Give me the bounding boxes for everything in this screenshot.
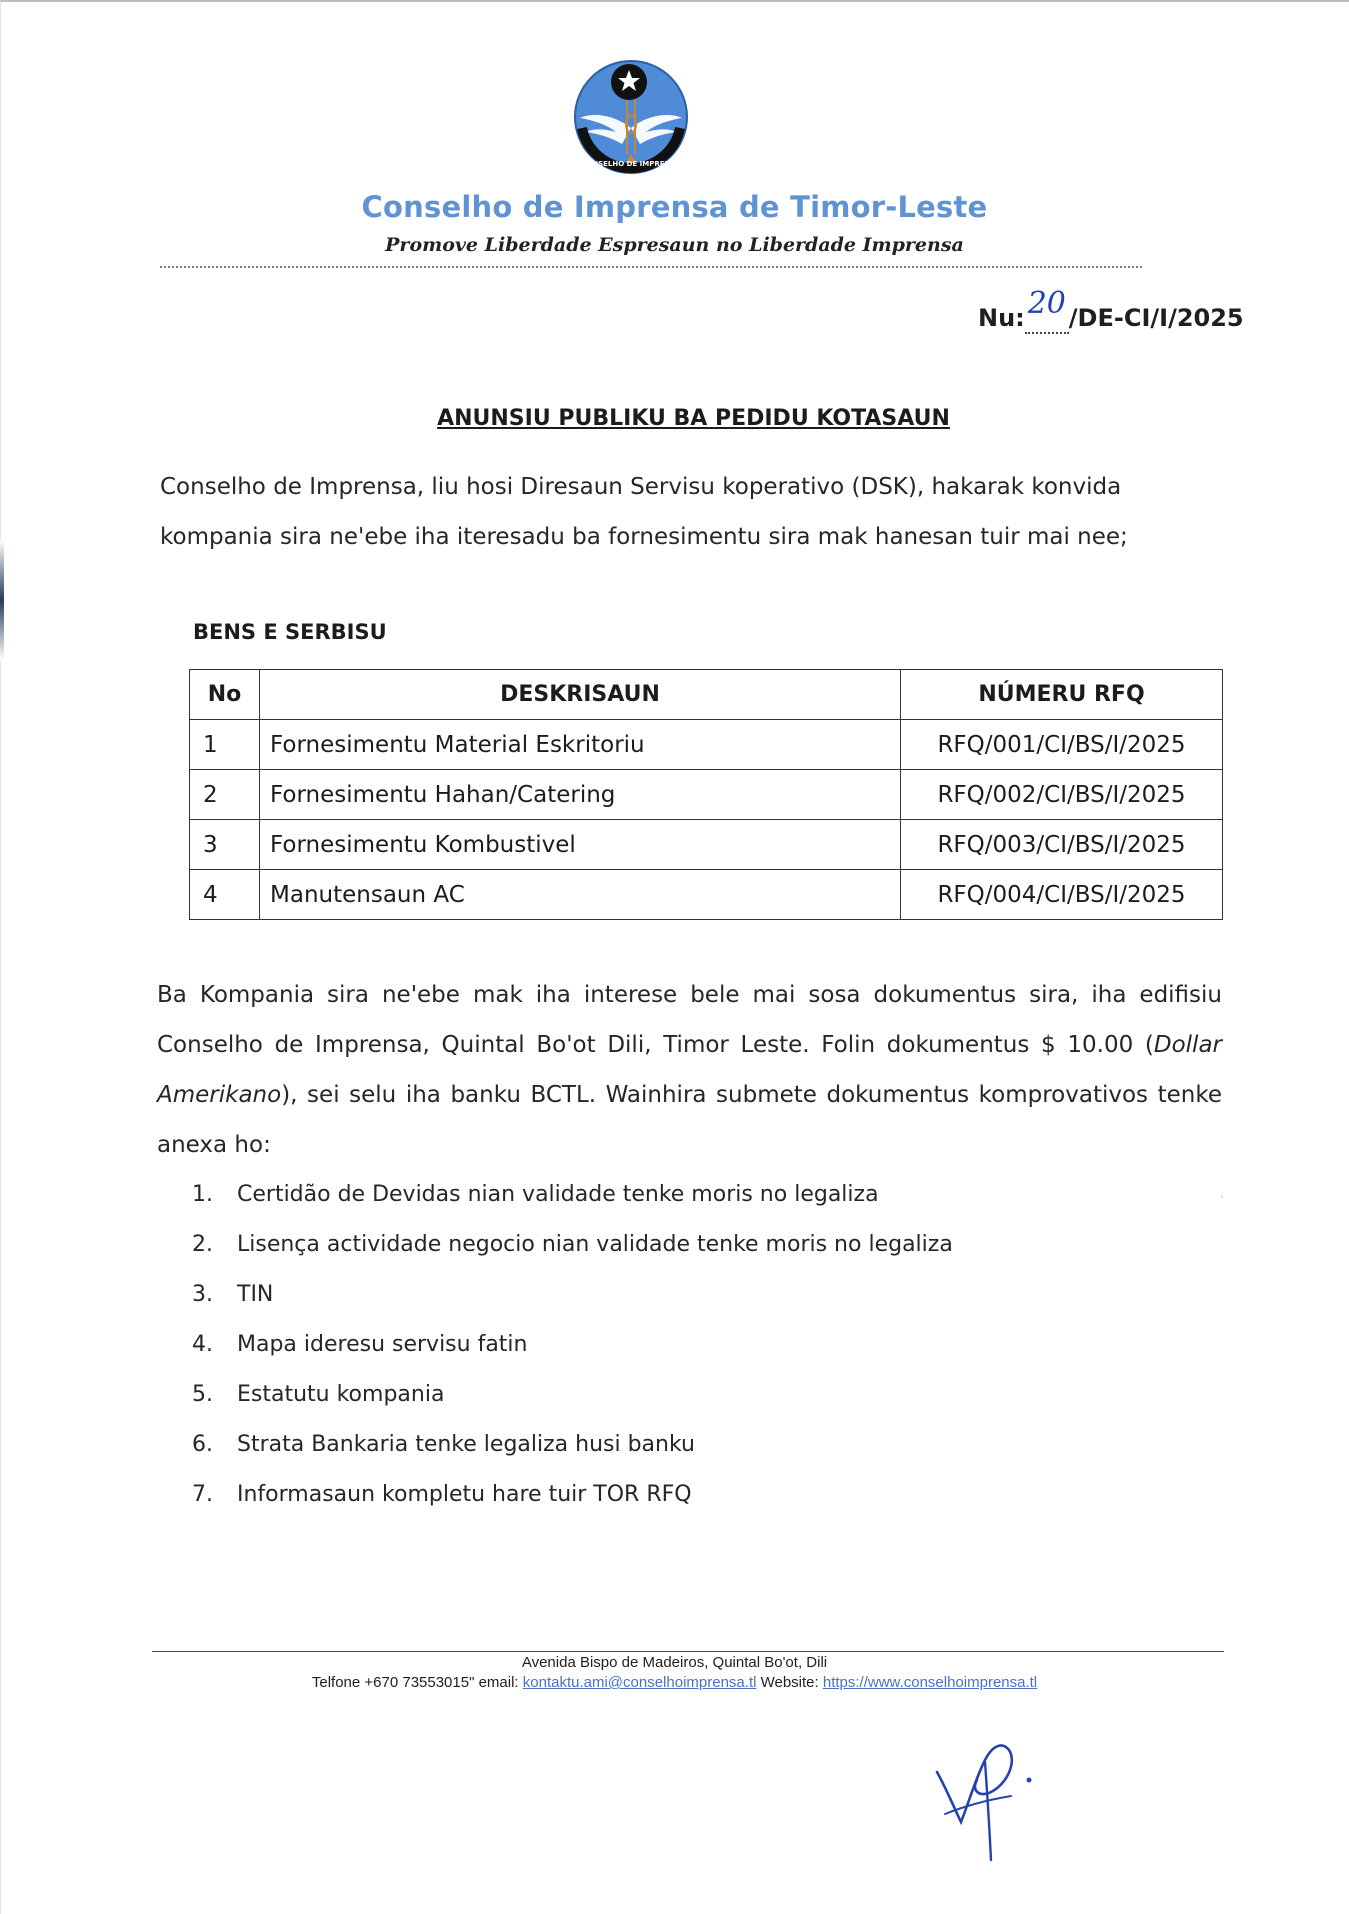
scan-artifact xyxy=(0,540,4,660)
handwritten-signature xyxy=(925,1710,1045,1870)
document-title: ANUNSIU PUBLIKU BA PEDIDU KOTASAUN xyxy=(437,406,950,431)
row-number: 4 xyxy=(190,870,260,920)
table-row xyxy=(190,820,1223,870)
footer-divider xyxy=(152,1651,1224,1652)
row-rfq-number: RFQ/004/CI/BS/I/2025 xyxy=(901,870,1223,920)
row-description: Manutensaun AC xyxy=(260,870,901,920)
list-item: 2. Lisença actividade negocio nian validade tenke moris no legaliza xyxy=(192,1232,953,1257)
row-rfq-number: RFQ/002/CI/BS/I/2025 xyxy=(901,770,1223,820)
row-description: Fornesimentu Kombustivel xyxy=(260,820,901,870)
header-description: DESKRISAUN xyxy=(260,670,901,720)
reference-handwritten-number: 20 xyxy=(1025,304,1069,334)
intro-paragraph: Conselho de Imprensa, liu hosi Diresaun Servisu koperativo (DSK), hakarak konvida kompania sira ne'ebe iha iteresadu ba fornesimentu sira mak hanesan tuir mai nee; xyxy=(160,474,1128,550)
list-item: 7. Informasaun kompletu hare tuir TOR RFQ xyxy=(192,1482,692,1507)
list-item: 4. Mapa ideresu servisu fatin xyxy=(192,1332,528,1357)
council-logo-icon xyxy=(572,58,690,176)
header-rfq-number: NÚMERU RFQ xyxy=(901,670,1223,720)
organization-motto: Promove Liberdade Espresaun no Liberdade Imprensa xyxy=(385,234,964,256)
table-row xyxy=(190,720,1223,770)
requirements-list xyxy=(192,1170,953,1520)
instructions-part-1: Ba Kompania sira ne'ebe mak iha interese bele mai sosa dokumentus sira, iha edifisiu Conselho de Imprensa, Quintal Bo'ot Dili, Timor Leste. Folin dokumentus $ 10.00 ( xyxy=(157,982,1222,1058)
table-header-row xyxy=(190,670,1223,720)
row-number: 2 xyxy=(190,770,260,820)
instructions-paragraph xyxy=(157,970,1222,1170)
logo-text: CONSELHO DE IMPRENSA xyxy=(581,160,681,168)
instructions-part-2: ), sei selu iha banku BCTL. Wainhira submete dokumentus komprovativos tenke anexa ho: xyxy=(157,1082,1222,1158)
row-rfq-number: RFQ/001/CI/BS/I/2025 xyxy=(901,720,1223,770)
row-description: Fornesimentu Hahan/Catering xyxy=(260,770,901,820)
currency-name: Dollar Amerikano xyxy=(157,1032,1222,1108)
reference-number xyxy=(978,286,1244,334)
footer-phone: Telfone +670 73553015" email: xyxy=(311,1674,519,1691)
scan-speck: · xyxy=(1220,1190,1224,1204)
reference-suffix: /DE-CI/I/2025 xyxy=(1068,304,1244,332)
row-number: 3 xyxy=(190,820,260,870)
header-no: No xyxy=(190,670,260,720)
footer-website-label: Website: xyxy=(760,1674,819,1691)
row-number: 1 xyxy=(190,720,260,770)
header-divider xyxy=(160,266,1142,268)
list-item: 1. Certidão de Devidas nian validade tenke moris no legaliza xyxy=(192,1182,879,1207)
list-item: 5. Estatutu kompania xyxy=(192,1382,445,1407)
footer-email-link[interactable]: kontaktu.ami@conselhoimprensa.tl xyxy=(522,1674,757,1691)
row-description: Fornesimentu Material Eskritoriu xyxy=(260,720,901,770)
section-title: BENS E SERBISU xyxy=(193,620,387,644)
footer-website-link[interactable]: https://www.conselhoimprensa.tl xyxy=(822,1674,1038,1691)
list-item: 3. TIN xyxy=(192,1282,274,1307)
reference-prefix: Nu: xyxy=(978,304,1025,332)
rfq-table xyxy=(189,669,1223,920)
footer-contacts xyxy=(0,1674,1349,1691)
table-row xyxy=(190,770,1223,820)
footer-address: Avenida Bispo de Madeiros, Quintal Bo'ot, Dili xyxy=(521,1654,828,1671)
row-rfq-number: RFQ/003/CI/BS/I/2025 xyxy=(901,820,1223,870)
list-item: 6. Strata Bankaria tenke legaliza husi banku xyxy=(192,1432,695,1457)
table-row xyxy=(190,870,1223,920)
organization-name: Conselho de Imprensa de Timor-Leste xyxy=(361,190,988,224)
